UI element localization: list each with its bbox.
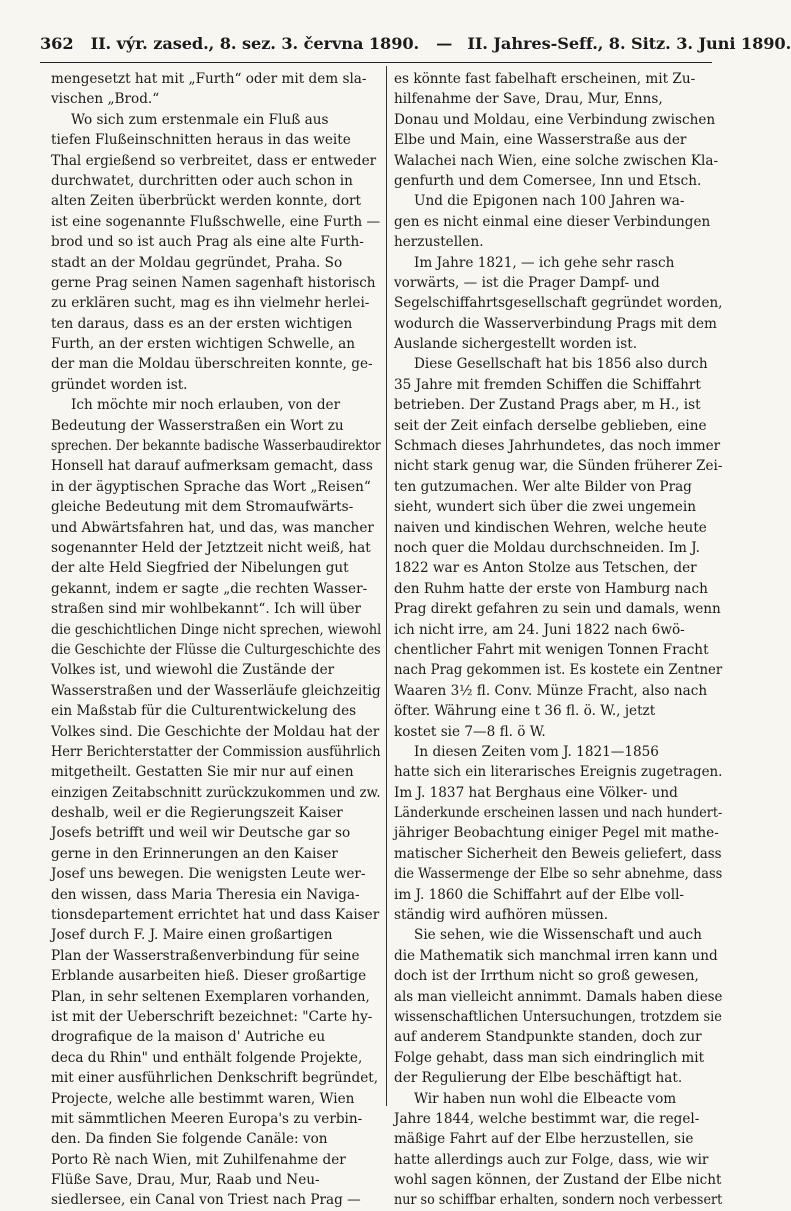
header-german: II. Jahres-Seff., 8. Sitz. 3. Juni 1890. bbox=[467, 34, 791, 53]
text-line: mit sämmtlichen Meeren Europa's zu verbin- bbox=[51, 1110, 363, 1127]
text-line: nach Prag gekommen ist. Es kostete ein Zentner bbox=[394, 662, 723, 679]
header-rule bbox=[40, 62, 712, 63]
text-line: hatte sich ein literarisches Ereignis zugetragen. bbox=[394, 764, 723, 781]
text-line: Josef uns bewegen. Die wenigsten Leute wer- bbox=[51, 866, 366, 883]
text-line: Thal ergießend so verbreitet, dass er entweder bbox=[51, 152, 377, 169]
text-line: öfter. Währung eine t 36 fl. ö. W., jetzt bbox=[394, 703, 656, 720]
text-line: 35 Jahre mit fremden Schiffen die Schiffahrt bbox=[394, 376, 701, 393]
text-line: Bedeutung der Wasserstraßen ein Wort zu bbox=[51, 417, 344, 434]
left-column bbox=[51, 69, 381, 1211]
text-line: vorwärts, — ist die Prager Dampf- und bbox=[394, 274, 660, 291]
text-line: Segelschiffahrtsgesellschaft gegründet worden, bbox=[394, 295, 723, 312]
text-line: mäßige Fahrt auf der Elbe herzustellen, sie bbox=[394, 1131, 694, 1148]
right-column bbox=[394, 69, 722, 1211]
text-line: ständig wird aufhören müssen. bbox=[394, 907, 609, 924]
text-line: drografique de la maison d' Autriche eu bbox=[51, 1029, 326, 1046]
text-line: der alte Held Siegfried der Nibelungen gut bbox=[51, 560, 349, 577]
text-line: es könnte fast fabelhaft erscheinen, mit Zu- bbox=[394, 71, 696, 87]
text-line: Diese Gesellschaft hat bis 1856 also durch bbox=[414, 356, 708, 373]
text-line: Plan, in sehr seltenen Exemplaren vorhanden, bbox=[51, 988, 370, 1005]
text-line: deshalb, weil er die Regierungszeit Kaiser bbox=[51, 805, 343, 822]
text-line: 1822 war es Anton Stolze aus Tetschen, der bbox=[394, 560, 697, 577]
text-line: Ich möchte mir noch erlauben, von der bbox=[71, 397, 341, 414]
text-line: Josefs betrifft und weil wir Deutsche gar so bbox=[51, 825, 351, 842]
text-line: gerne in den Erinnerungen an den Kaiser bbox=[51, 845, 338, 862]
text-line: in der ägyptischen Sprache das Wort „Reisen“ bbox=[51, 478, 371, 495]
text-line: vischen „Brod.“ bbox=[51, 91, 160, 108]
text-line: die geschichtlichen Dinge nicht sprechen, wiewohl bbox=[51, 621, 382, 638]
text-line: Elbe und Main, eine Wasserstraße aus der bbox=[394, 132, 687, 149]
text-line: Josef durch F. J. Maire einen großartigen bbox=[51, 927, 333, 944]
text-line: Folge gehabt, dass man sich eindringlich mit bbox=[394, 1049, 705, 1066]
text-line: die Geschichte der Flüsse die Culturgeschichte des bbox=[51, 641, 381, 658]
text-line: den. Da finden Sie folgende Canäle: von bbox=[51, 1131, 328, 1148]
text-line: sogenannter Held der Jetztzeit nicht weiß, hat bbox=[51, 539, 371, 556]
text-line: nicht stark genug war, die Sünden früherer Zei- bbox=[394, 458, 723, 475]
text-line: mengesetzt hat mit „Furth“ oder mit dem sla- bbox=[51, 71, 367, 87]
text-line: Volkes sind. Die Geschichte der Moldau hat der bbox=[51, 723, 380, 740]
text-line: den Ruhm hatte der erste von Hamburg nach bbox=[394, 580, 708, 597]
text-line: Furth, an der ersten wichtigen Schwelle, an bbox=[51, 336, 355, 353]
text-line: Herr Berichterstatter der Commission ausführlich bbox=[51, 743, 381, 760]
text-line: doch ist der Irrthum nicht so groß gewesen, bbox=[394, 968, 699, 985]
header-czech: II. výr. zased., 8. sez. 3. června 1890. bbox=[90, 34, 420, 53]
text-line: Donau und Moldau, eine Verbindung zwischen bbox=[394, 111, 716, 128]
text-line: mit einer ausführlichen Denkschrift begründet, bbox=[51, 1070, 379, 1087]
text-line: Wo sich zum erstenmale ein Fluß aus bbox=[71, 111, 329, 128]
text-line: durchwatet, durchritten oder auch schon in bbox=[51, 172, 353, 189]
text-line: siedlersee, ein Canal von Triest nach Prag — bbox=[51, 1192, 361, 1209]
page-number: 362 bbox=[40, 34, 74, 53]
text-line: einzigen Zeitabschnitt zurückzukommen und zw. bbox=[51, 784, 381, 801]
text-line: der man die Moldau überschreiten konnte, ge- bbox=[51, 356, 373, 373]
text-line: wohl sagen können, der Zustand der Elbe nicht bbox=[394, 1172, 722, 1189]
text-line: noch quer die Moldau durchschneiden. Im J. bbox=[394, 539, 700, 556]
column-divider bbox=[386, 66, 387, 1106]
text-line: Erblande ausarbeiten hieß. Dieser großartige bbox=[51, 968, 367, 985]
text-line: hilfenahme der Save, Drau, Mur, Enns, bbox=[394, 91, 663, 108]
text-line: wodurch die Wasserverbindung Prags mit dem bbox=[394, 315, 717, 332]
text-line: Waaren 3½ fl. Conv. Münze Fracht, also nach bbox=[394, 682, 708, 699]
text-line: Volkes ist, und wiewohl die Zustände der bbox=[51, 662, 335, 679]
text-line: betrieben. Der Zustand Prags aber, m H., ist bbox=[394, 397, 701, 414]
text-line: jähriger Beobachtung einiger Pegel mit mathe- bbox=[394, 825, 719, 842]
text-line: alten Zeiten überbrückt werden konnte, dort bbox=[51, 193, 361, 210]
text-line: seit der Zeit einfach derselbe geblieben, eine bbox=[394, 417, 707, 434]
text-line: deca du Rhin" und enthält folgende Projekte, bbox=[51, 1049, 363, 1066]
text-line: Sie sehen, wie die Wissenschaft und auch bbox=[414, 927, 702, 944]
text-line: genfurth und dem Comersee, Inn und Etsch. bbox=[394, 172, 702, 189]
text-line: Im J. 1837 hat Berghaus eine Völker- und bbox=[394, 784, 678, 801]
text-line: In diesen Zeiten vom J. 1821—1856 bbox=[414, 743, 659, 760]
text-line: Walachei nach Wien, eine solche zwischen Kla- bbox=[394, 152, 719, 169]
text-line: Schmach dieses Jahrhundetes, das noch immer bbox=[394, 438, 721, 455]
text-line: straßen sind mir wohlbekannt“. Ich will über bbox=[51, 601, 362, 618]
text-line: Auslande sichergestellt worden ist. bbox=[394, 336, 638, 353]
text-line: gen es nicht einmal eine dieser Verbindungen bbox=[394, 213, 711, 230]
text-line: Jahre 1844, welche bestimmt war, die regel- bbox=[394, 1110, 700, 1127]
text-line: herzustellen. bbox=[394, 234, 484, 251]
text-line: Prag direkt gefahren zu sein und damals, wenn bbox=[394, 601, 721, 618]
text-line: ten gutzumachen. Wer alte Bilder von Prag bbox=[394, 478, 692, 495]
text-line: auf anderem Standpunkte standen, doch zur bbox=[394, 1029, 702, 1046]
text-line: die Wassermenge der Elbe so sehr abnehme, dass bbox=[394, 866, 723, 883]
text-line: als man vielleicht annimmt. Damals haben diese bbox=[394, 988, 723, 1005]
text-line: Honsell hat darauf aufmerksam gemacht, dass bbox=[51, 458, 373, 475]
text-line: Wasserstraßen und der Wasserläufe gleichzeitig bbox=[51, 682, 381, 699]
text-line: matischer Sicherheit den Beweis geliefert, dass bbox=[394, 845, 722, 862]
text-line: tiefen Flußeinschnitten heraus in das weite bbox=[51, 132, 351, 149]
text-line: Wir haben nun wohl die Elbeacte vom bbox=[414, 1090, 677, 1107]
text-line: gekannt, indem er sagte „die rechten Wasser- bbox=[51, 580, 368, 597]
text-line: stadt an der Moldau gegründet, Praha. So bbox=[51, 254, 343, 271]
text-line: kostet sie 7—8 fl. ö W. bbox=[394, 723, 546, 740]
text-line: ist eine sogenannte Flußschwelle, eine Furth — bbox=[51, 213, 381, 230]
text-line: gleiche Bedeutung mit dem Stromaufwärts- bbox=[51, 499, 354, 516]
text-line: Projecte, welche alle bestimmt waren, Wien bbox=[51, 1090, 355, 1107]
text-line: und Abwärtsfahren hat, und das, was mancher bbox=[51, 519, 374, 536]
text-line: sprechen. Der bekannte badische Wasserbaudirektor bbox=[51, 438, 381, 455]
text-line: hatte allerdings auch zur Folge, dass, wie wir bbox=[394, 1151, 709, 1168]
text-line: brod und so ist auch Prag als eine alte Furth- bbox=[51, 234, 364, 251]
text-line: ein Maßstab für die Culturentwickelung des bbox=[51, 703, 357, 720]
text-line: der Regulierung der Elbe beschäftigt hat. bbox=[394, 1070, 683, 1087]
text-line: gerne Prag seinen Namen sagenhaft historisch bbox=[51, 274, 376, 291]
text-line: zu erklären sucht, mag es ihn vielmehr herlei- bbox=[51, 295, 370, 312]
text-line: tionsdepartement errichtet hat und dass Kaiser bbox=[51, 907, 380, 924]
text-line: chentlicher Fahrt mit wenigen Tonnen Fracht bbox=[394, 641, 709, 658]
text-line: den wissen, dass Maria Theresia ein Naviga- bbox=[51, 886, 360, 903]
text-line: ten daraus, dass es an der ersten wichtigen bbox=[51, 315, 353, 332]
text-line: naiven und kindischen Wehren, welche heute bbox=[394, 519, 707, 536]
text-line: ich nicht irre, am 24. Juni 1822 nach 6wö- bbox=[394, 621, 685, 638]
text-line: sieht, wundert sich über die zwei ungemein bbox=[394, 499, 696, 516]
text-line: Porto Rè nach Wien, mit Zuhilfenahme der bbox=[51, 1151, 346, 1168]
running-header bbox=[40, 34, 791, 58]
text-line: mitgetheilt. Gestatten Sie mir nur auf einen bbox=[51, 764, 354, 781]
text-line: ist mit der Ueberschrift bezeichnet: "Carte hy- bbox=[51, 1008, 373, 1025]
text-line: Im Jahre 1821, — ich gehe sehr rasch bbox=[414, 254, 675, 271]
text-line: wissenschaftlichen Untersuchungen, trotzdem sie bbox=[394, 1008, 722, 1025]
text-line: Flüße Save, Drau, Mur, Raab und Neu- bbox=[51, 1172, 320, 1189]
text-line: nur so schiffbar erhalten, sondern noch verbessert bbox=[394, 1192, 723, 1209]
text-line: im J. 1860 die Schiffahrt auf der Elbe voll- bbox=[394, 886, 685, 903]
text-line: gründet worden ist. bbox=[51, 376, 188, 393]
text-line: Und die Epigonen nach 100 Jahren wa- bbox=[414, 193, 685, 210]
text-line: Länderkunde erscheinen lassen und nach hundert- bbox=[394, 805, 723, 822]
header-separator: — bbox=[436, 34, 453, 53]
text-line: die Mathematik sich manchmal irren kann und bbox=[394, 947, 718, 964]
text-line: Plan der Wasserstraßenverbindung für seine bbox=[51, 947, 360, 964]
